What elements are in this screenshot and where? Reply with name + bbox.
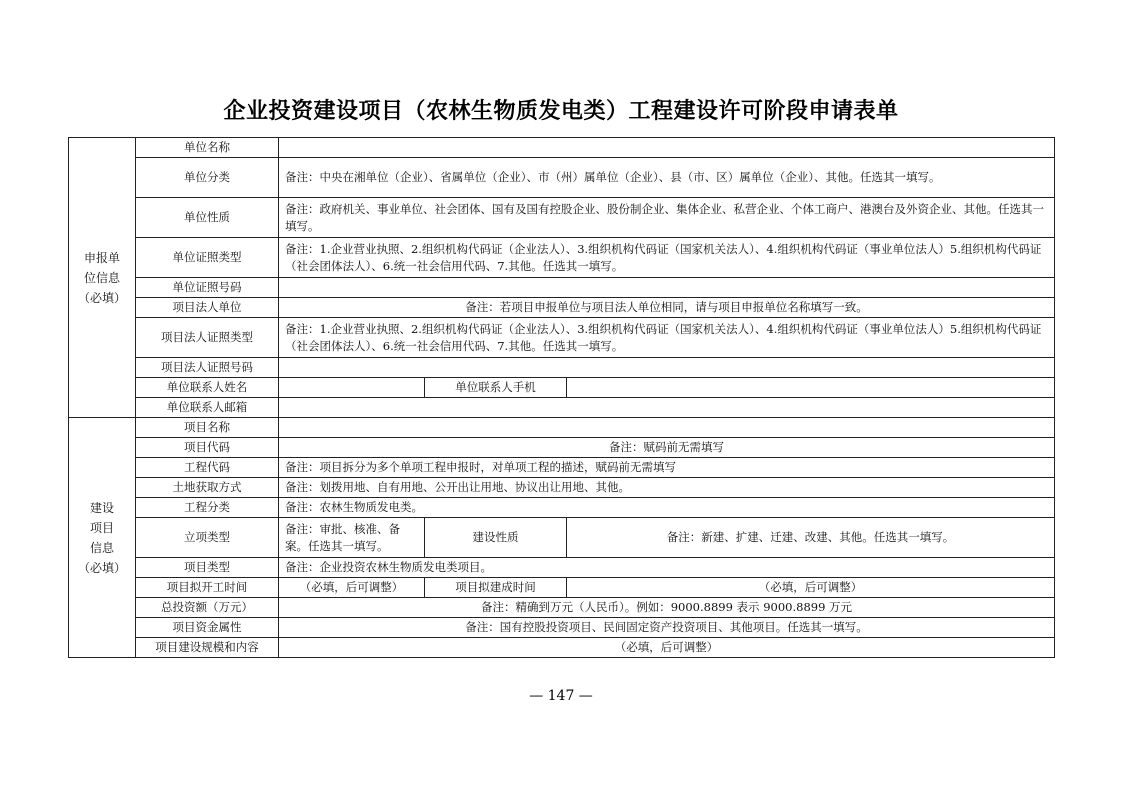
field-unit-license-no[interactable]	[279, 278, 1055, 298]
row-scale-content	[69, 638, 1055, 658]
field-planned-finish[interactable]: （必填，后可调整）	[567, 578, 1055, 598]
label-total-investment: 总投资额（万元）	[136, 598, 279, 618]
row-engineering-code	[69, 458, 1055, 478]
label-scale-content: 项目建设规模和内容	[136, 638, 279, 658]
row-legal-unit	[69, 298, 1055, 318]
label-unit-license-type: 单位证照类型	[136, 238, 279, 278]
field-legal-unit[interactable]: 备注：若项目申报单位与项目法人单位相同，请与项目申报单位名称填写一致。	[279, 298, 1055, 318]
field-legal-license-no[interactable]	[279, 358, 1055, 378]
row-land-method	[69, 478, 1055, 498]
row-project-code	[69, 438, 1055, 458]
label-project-name: 项目名称	[136, 418, 279, 438]
field-scale-content[interactable]: （必填，后可调整）	[279, 638, 1055, 658]
field-legal-license-type[interactable]: 备注：1.企业营业执照、2.组织机构代码证（企业法人）、3.组织机构代码证（国家机关法人）、4.组织机构代码证（事业单位法人）5.组织机构代码证（社会团体法人）、6.统一社会信用代码、7.其他。任选其一填写。	[279, 318, 1055, 358]
page-title: 企业投资建设项目（农林生物质发电类）工程建设许可阶段申请表单	[223, 99, 899, 124]
field-project-code[interactable]: 备注：赋码前无需填写	[279, 438, 1055, 458]
label-land-method: 土地获取方式	[136, 478, 279, 498]
row-contact-email	[69, 398, 1055, 418]
row-unit-license-no	[69, 278, 1055, 298]
row-legal-license-type	[69, 318, 1055, 358]
field-land-method[interactable]: 备注：划拨用地、自有用地、公开出让用地、协议出让用地、其他。	[279, 478, 1055, 498]
field-engineering-category[interactable]: 备注：农林生物质发电类。	[279, 498, 1055, 518]
application-form-table	[68, 137, 1055, 658]
field-approval-type[interactable]: 备注：审批、核准、备案。任选其一填写。	[279, 518, 425, 558]
label-fund-attribute: 项目资金属性	[136, 618, 279, 638]
label-unit-nature: 单位性质	[136, 198, 279, 238]
row-project-type	[69, 558, 1055, 578]
section-applicant-heading: 申报单 位信息 （必填）	[69, 138, 136, 418]
label-engineering-code: 工程代码	[136, 458, 279, 478]
label-unit-license-no: 单位证照号码	[136, 278, 279, 298]
field-engineering-code[interactable]: 备注：项目拆分为多个单项工程申报时，对单项工程的描述，赋码前无需填写	[279, 458, 1055, 478]
label-construction-nature: 建设性质	[425, 518, 567, 558]
row-unit-license-type	[69, 238, 1055, 278]
field-unit-license-type[interactable]: 备注：1.企业营业执照、2.组织机构代码证（企业法人）、3.组织机构代码证（国家机关法人）、4.组织机构代码证（事业单位法人）5.组织机构代码证（社会团体法人）、6.统一社会信用代码、7.其他。任选其一填写。	[279, 238, 1055, 278]
field-construction-nature[interactable]: 备注：新建、扩建、迁建、改建、其他。任选其一填写。	[567, 518, 1055, 558]
label-engineering-category: 工程分类	[136, 498, 279, 518]
row-unit-nature	[69, 198, 1055, 238]
label-legal-unit: 项目法人单位	[136, 298, 279, 318]
field-unit-name[interactable]	[279, 138, 1055, 158]
row-fund-attribute	[69, 618, 1055, 638]
field-total-investment[interactable]: 备注：精确到万元（人民币）。例如：9000.8899 表示 9000.8899 万元	[279, 598, 1055, 618]
row-unit-name	[69, 138, 1055, 158]
field-project-name[interactable]	[279, 418, 1055, 438]
field-fund-attribute[interactable]: 备注：国有控股投资项目、民间固定资产投资项目、其他项目。任选其一填写。	[279, 618, 1055, 638]
row-project-name	[69, 418, 1055, 438]
row-contact	[69, 378, 1055, 398]
label-unit-name: 单位名称	[136, 138, 279, 158]
label-project-code: 项目代码	[136, 438, 279, 458]
label-approval-type: 立项类型	[136, 518, 279, 558]
row-engineering-category	[69, 498, 1055, 518]
field-contact-email[interactable]	[279, 398, 1055, 418]
field-contact-phone[interactable]	[567, 378, 1055, 398]
row-legal-license-no	[69, 358, 1055, 378]
row-schedule	[69, 578, 1055, 598]
label-legal-license-type: 项目法人证照类型	[136, 318, 279, 358]
label-unit-category: 单位分类	[136, 158, 279, 198]
row-total-investment	[69, 598, 1055, 618]
field-project-type[interactable]: 备注：企业投资农林生物质发电类项目。	[279, 558, 1055, 578]
page-number: — 147 —	[529, 688, 593, 704]
section-project-heading: 建设 项目 信息 （必填）	[69, 418, 136, 658]
row-unit-category	[69, 158, 1055, 198]
row-approval	[69, 518, 1055, 558]
label-project-type: 项目类型	[136, 558, 279, 578]
label-planned-start: 项目拟开工时间	[136, 578, 279, 598]
label-contact-email: 单位联系人邮箱	[136, 398, 279, 418]
field-unit-category[interactable]: 备注：中央在湘单位（企业）、省属单位（企业）、市（州）属单位（企业）、县（市、区）属单位（企业）、其他。任选其一填写。	[279, 158, 1055, 198]
label-legal-license-no: 项目法人证照号码	[136, 358, 279, 378]
field-contact-name[interactable]	[279, 378, 425, 398]
label-contact-name: 单位联系人姓名	[136, 378, 279, 398]
field-unit-nature[interactable]: 备注：政府机关、事业单位、社会团体、国有及国有控股企业、股份制企业、集体企业、私营企业、个体工商户、港澳台及外资企业、其他。任选其一填写。	[279, 198, 1055, 238]
field-planned-start[interactable]: （必填，后可调整）	[279, 578, 425, 598]
label-contact-phone: 单位联系人手机	[425, 378, 567, 398]
label-planned-finish: 项目拟建成时间	[425, 578, 567, 598]
